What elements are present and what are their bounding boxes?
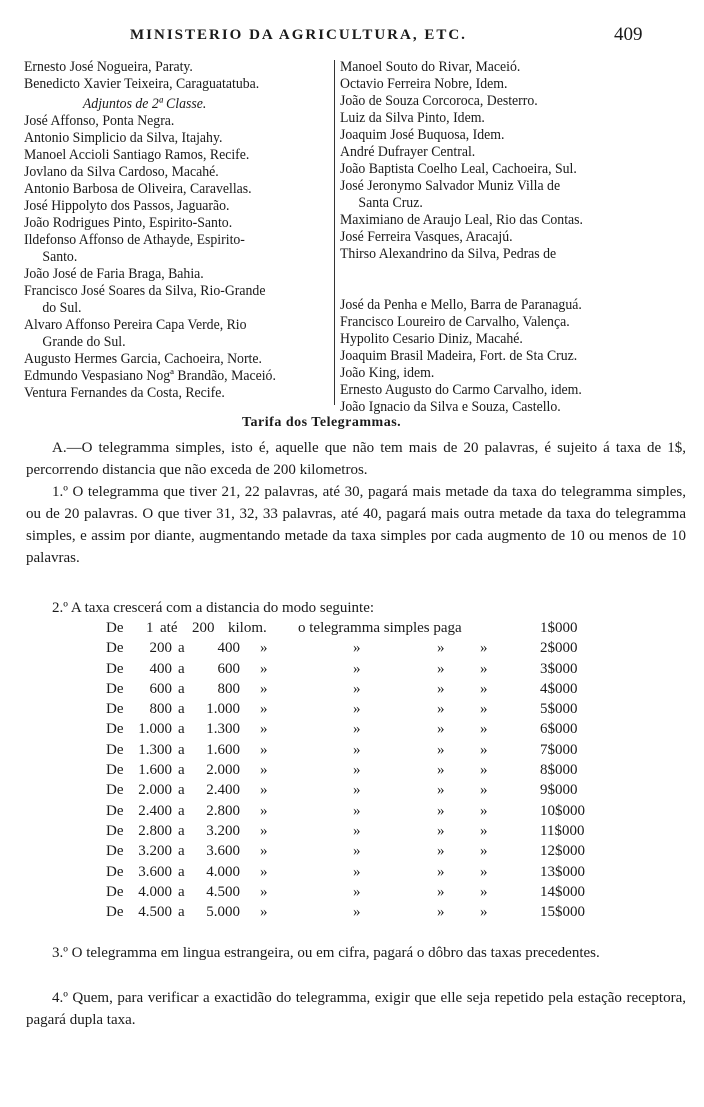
rate-row: [0, 681, 704, 701]
cell-de: De: [106, 741, 124, 758]
list-item: Luiz da Silva Pinto, Idem.: [340, 110, 485, 126]
ditto-mark: »: [437, 660, 445, 677]
cell-a: a: [178, 782, 185, 799]
ditto-mark: »: [353, 741, 361, 758]
cell-de: De: [106, 843, 124, 860]
cell-from: 2.400: [138, 802, 172, 819]
paragraph-4-text: 4.º Quem, para verificar a exactidão do telegramma, exigir que elle seja repetido pela estação receptora, pagará dupla taxa.: [26, 990, 686, 1028]
list-item: Joaquim Brasil Madeira, Fort. de Sta Cruz.: [340, 348, 578, 364]
cell-de: De: [106, 762, 124, 779]
list-item: [340, 280, 583, 297]
ditto-mark: »: [353, 660, 361, 677]
ditto-mark: »: [437, 904, 445, 921]
rate-row: [0, 884, 704, 904]
cell-a: a: [178, 640, 185, 657]
ditto-mark: »: [480, 782, 488, 799]
list-item: Octavio Ferreira Nobre, Idem.: [340, 76, 508, 92]
ditto-mark: »: [480, 863, 488, 880]
ditto-mark: »: [353, 640, 361, 657]
ditto-mark: »: [353, 904, 361, 921]
ditto-mark: »: [353, 721, 361, 738]
list-item: João King, idem.: [340, 365, 435, 381]
cell-to: 4.500: [206, 883, 240, 900]
rates-table: [0, 620, 704, 924]
ditto-mark: »: [480, 741, 488, 758]
list-item: Alvaro Affonso Pereira Capa Verde, Rio: [24, 317, 247, 333]
cell-to: 2.400: [206, 782, 240, 799]
paragraph-a-text: A.—O telegramma simples, isto é, aquelle que não tem mais de 20 palavras, é sujeito á taxa de 1$, percorrendo distancia que não exceda de 200 kilometros.: [26, 440, 686, 478]
ditto-mark: »: [260, 782, 268, 799]
ditto-mark: »: [353, 802, 361, 819]
paragraph-3-text: 3.º O telegramma em lingua estrangeira, ou em cifra, pagará o dôbro das taxas precedentes.: [52, 945, 600, 961]
list-item: Francisco Loureiro de Carvalho, Valença.: [340, 314, 570, 330]
rate-row: [0, 742, 704, 762]
list-item: José Hippolyto dos Passos, Jaguarão.: [24, 198, 230, 214]
rate-row: [0, 904, 704, 924]
cell-price: 3$000: [540, 660, 578, 677]
paragraph-3: [26, 942, 686, 964]
cell-price: 5$000: [540, 701, 578, 718]
list-item: do Sul.: [42, 300, 82, 316]
cell-de: De: [106, 863, 124, 880]
cell-a: a: [178, 680, 185, 697]
ditto-mark: »: [437, 640, 445, 657]
list-item: Francisco José Soares da Silva, Rio-Grande: [24, 283, 266, 299]
ditto-mark: »: [260, 741, 268, 758]
ditto-mark: »: [437, 762, 445, 779]
ditto-mark: »: [353, 680, 361, 697]
list-item: Benedicto Xavier Teixeira, Caraguatatuba.: [24, 76, 260, 92]
list-item: Santa Cruz.: [358, 195, 423, 211]
cell-price: 8$000: [540, 762, 578, 779]
list-item: José Affonso, Ponta Negra.: [24, 113, 175, 129]
paragraph-1-text: 1.º O telegramma que tiver 21, 22 palavras, até 30, pagará mais metade da taxa do telegramma simples, ou de 20 palavras. O que tiver 31, 32, 33 palavras, até 40, pagará mais outra metade da taxa do telegramma simples, e assim por diante, augmentando metade da taxa simples por cada augmento de 10 ou menos de 10 palavras.: [26, 484, 686, 566]
cell-a: a: [178, 701, 185, 718]
ditto-mark: »: [437, 741, 445, 758]
rate-row: [0, 661, 704, 681]
ditto-mark: »: [437, 863, 445, 880]
list-item: Hypolito Cesario Diniz, Macahé.: [340, 331, 523, 347]
page-number: 409: [614, 24, 643, 45]
cell-a: a: [178, 741, 185, 758]
left-name-column: [24, 59, 276, 402]
list-item: João de Souza Corcoroca, Desterro.: [340, 93, 538, 109]
list-item: Joaquim José Buquosa, Idem.: [340, 127, 505, 143]
right-name-column: [340, 59, 583, 416]
list-item: Ildefonso Affonso de Athayde, Espirito-: [24, 232, 245, 248]
ditto-mark: »: [353, 782, 361, 799]
cell-de: De: [106, 660, 124, 677]
ditto-mark: »: [480, 883, 488, 900]
ditto-mark: »: [480, 680, 488, 697]
paragraph-4: [26, 987, 686, 1031]
list-item: Manoel Accioli Santiago Ramos, Recife.: [24, 147, 250, 163]
list-item: Augusto Hermes Garcia, Cachoeira, Norte.: [24, 351, 262, 367]
cell-a: a: [178, 904, 185, 921]
rate-row: [0, 782, 704, 802]
list-item: Grande do Sul.: [42, 334, 126, 350]
ditto-mark: »: [437, 680, 445, 697]
list-item: João Baptista Coelho Leal, Cachoeira, Sul.: [340, 161, 577, 177]
ditto-mark: »: [480, 904, 488, 921]
cell-to: 4.000: [206, 863, 240, 880]
ditto-mark: »: [260, 701, 268, 718]
list-item: Santo.: [42, 249, 78, 265]
cell-a: a: [178, 762, 185, 779]
cell-from: 4.500: [138, 904, 172, 921]
cell-from: 2.800: [138, 822, 172, 839]
cell-from: 1.600: [138, 762, 172, 779]
cell-de: De: [106, 782, 124, 799]
ditto-mark: »: [260, 883, 268, 900]
cell-price: 13$000: [540, 863, 585, 880]
list-item: Manoel Souto do Rivar, Maceió.: [340, 59, 521, 75]
ditto-mark: »: [437, 843, 445, 860]
ditto-mark: »: [260, 822, 268, 839]
cell-a: a: [178, 883, 185, 900]
cell-de: De: [106, 680, 124, 697]
cell-price: 7$000: [540, 741, 578, 758]
list-item: [340, 263, 583, 280]
cell-a: a: [178, 721, 185, 738]
cell-a: a: [178, 863, 185, 880]
cell-a: a: [178, 660, 185, 677]
ditto-mark: »: [480, 721, 488, 738]
cell-to: 2.800: [206, 802, 240, 819]
rate-row: [0, 762, 704, 782]
cell-de: De: [106, 883, 124, 900]
cell-de: De: [106, 904, 124, 921]
paragraph-2-text: 2.º A taxa crescerá com a distancia do modo seguinte:: [52, 600, 375, 616]
cell-from: 400: [149, 660, 172, 677]
cell-price: 6$000: [540, 721, 578, 738]
rate-row: [0, 701, 704, 721]
cell-a: a: [178, 802, 185, 819]
rate-row: [0, 803, 704, 823]
cell-from: 3.200: [138, 843, 172, 860]
cell-de: De: [106, 721, 124, 738]
list-item: José da Penha e Mello, Barra de Paranaguá.: [340, 297, 582, 313]
list-item: Thirso Alexandrino da Silva, Pedras de: [340, 246, 557, 262]
cell-price: 10$000: [540, 802, 585, 819]
ditto-mark: »: [437, 721, 445, 738]
cell-to: 1.300: [206, 721, 240, 738]
ditto-mark: »: [480, 822, 488, 839]
paragraph-a: [26, 437, 686, 481]
rate-row: [0, 864, 704, 884]
cell-description: o telegramma simples paga: [298, 620, 462, 636]
list-item: Jovlano da Silva Cardoso, Macahé.: [24, 164, 219, 180]
ditto-mark: »: [353, 883, 361, 900]
running-header-title: MINISTERIO DA AGRICULTURA, ETC.: [130, 27, 467, 43]
ditto-mark: »: [260, 843, 268, 860]
ditto-mark: »: [480, 843, 488, 860]
cell-to: 600: [217, 660, 240, 677]
cell-price: 11$000: [540, 822, 585, 839]
cell-price: 2$000: [540, 640, 578, 657]
ditto-mark: »: [260, 660, 268, 677]
rate-row: [0, 823, 704, 843]
cell-de: De: [106, 701, 124, 718]
ditto-mark: »: [353, 701, 361, 718]
list-item: Antonio Barbosa de Oliveira, Caravellas.: [24, 181, 252, 197]
ditto-mark: »: [260, 640, 268, 657]
cell-de: De: [106, 620, 124, 636]
cell-to: 3.600: [206, 843, 240, 860]
cell-price: 1$000: [540, 620, 578, 636]
rates-header-row: [0, 620, 704, 640]
section-title: Tarifa dos Telegrammas.: [242, 415, 402, 430]
cell-to: 1.000: [206, 701, 240, 718]
cell-to: 3.200: [206, 822, 240, 839]
cell-price: 9$000: [540, 782, 578, 799]
ditto-mark: »: [480, 660, 488, 677]
cell-from: 200: [149, 640, 172, 657]
ditto-mark: »: [260, 904, 268, 921]
cell-from: 1: [146, 620, 154, 636]
rate-row: [0, 640, 704, 660]
cell-price: 4$000: [540, 680, 578, 697]
cell-a: a: [178, 822, 185, 839]
cell-de: De: [106, 802, 124, 819]
ditto-mark: »: [437, 701, 445, 718]
cell-to: 1.600: [206, 741, 240, 758]
paragraph-2: [26, 597, 686, 619]
cell-to: 5.000: [206, 904, 240, 921]
ditto-mark: »: [480, 802, 488, 819]
ditto-mark: »: [260, 802, 268, 819]
list-item: Maximiano de Araujo Leal, Rio das Contas.: [340, 212, 583, 228]
list-item: Ernesto José Nogueira, Paraty.: [24, 59, 193, 75]
cell-to: 800: [217, 680, 240, 697]
ditto-mark: »: [260, 863, 268, 880]
cell-de: De: [106, 822, 124, 839]
ditto-mark: »: [437, 802, 445, 819]
ditto-mark: »: [353, 762, 361, 779]
cell-from: 1.300: [138, 741, 172, 758]
list-item: André Dufrayer Central.: [340, 144, 476, 160]
rate-row: [0, 843, 704, 863]
ditto-mark: »: [480, 640, 488, 657]
ditto-mark: »: [437, 822, 445, 839]
ditto-mark: »: [480, 701, 488, 718]
list-item: João Rodrigues Pinto, Espirito-Santo.: [24, 215, 233, 231]
cell-price: 15$000: [540, 904, 585, 921]
cell-from: 800: [149, 701, 172, 718]
cell-price: 14$000: [540, 883, 585, 900]
paragraph-1: [26, 481, 686, 569]
cell-ate: até: [160, 620, 178, 636]
cell-from: 2.000: [138, 782, 172, 799]
ditto-mark: »: [353, 822, 361, 839]
cell-from: 3.600: [138, 863, 172, 880]
ditto-mark: »: [353, 843, 361, 860]
cell-to: 2.000: [206, 762, 240, 779]
cell-a: a: [178, 843, 185, 860]
column-divider: [334, 60, 335, 405]
list-item: João Ignacio da Silva e Souza, Castello.: [340, 399, 561, 415]
list-item: Ernesto Augusto do Carmo Carvalho, idem.: [340, 382, 582, 398]
subheading: Adjuntos de 2ª Classe.: [82, 96, 207, 112]
rate-row: [0, 721, 704, 741]
cell-to: 200: [192, 620, 215, 636]
list-item: José Jeronymo Salvador Muniz Villa de: [340, 178, 561, 194]
cell-price: 12$000: [540, 843, 585, 860]
ditto-mark: »: [260, 721, 268, 738]
ditto-mark: »: [437, 782, 445, 799]
list-item: José Ferreira Vasques, Aracajú.: [340, 229, 513, 245]
cell-de: De: [106, 640, 124, 657]
ditto-mark: »: [260, 680, 268, 697]
cell-unit: kilom.: [228, 620, 267, 636]
ditto-mark: »: [353, 863, 361, 880]
list-item: Ventura Fernandes da Costa, Recife.: [24, 385, 225, 401]
cell-from: 4.000: [138, 883, 172, 900]
cell-from: 1.000: [138, 721, 172, 738]
ditto-mark: »: [437, 883, 445, 900]
cell-from: 600: [149, 680, 172, 697]
ditto-mark: »: [480, 762, 488, 779]
cell-to: 400: [217, 640, 240, 657]
ditto-mark: »: [260, 762, 268, 779]
list-item: João José de Faria Braga, Bahia.: [24, 266, 204, 282]
list-item: Antonio Simplicio da Silva, Itajahy.: [24, 130, 223, 146]
list-item: Edmundo Vespasiano Nogª Brandão, Maceió.: [24, 368, 276, 384]
